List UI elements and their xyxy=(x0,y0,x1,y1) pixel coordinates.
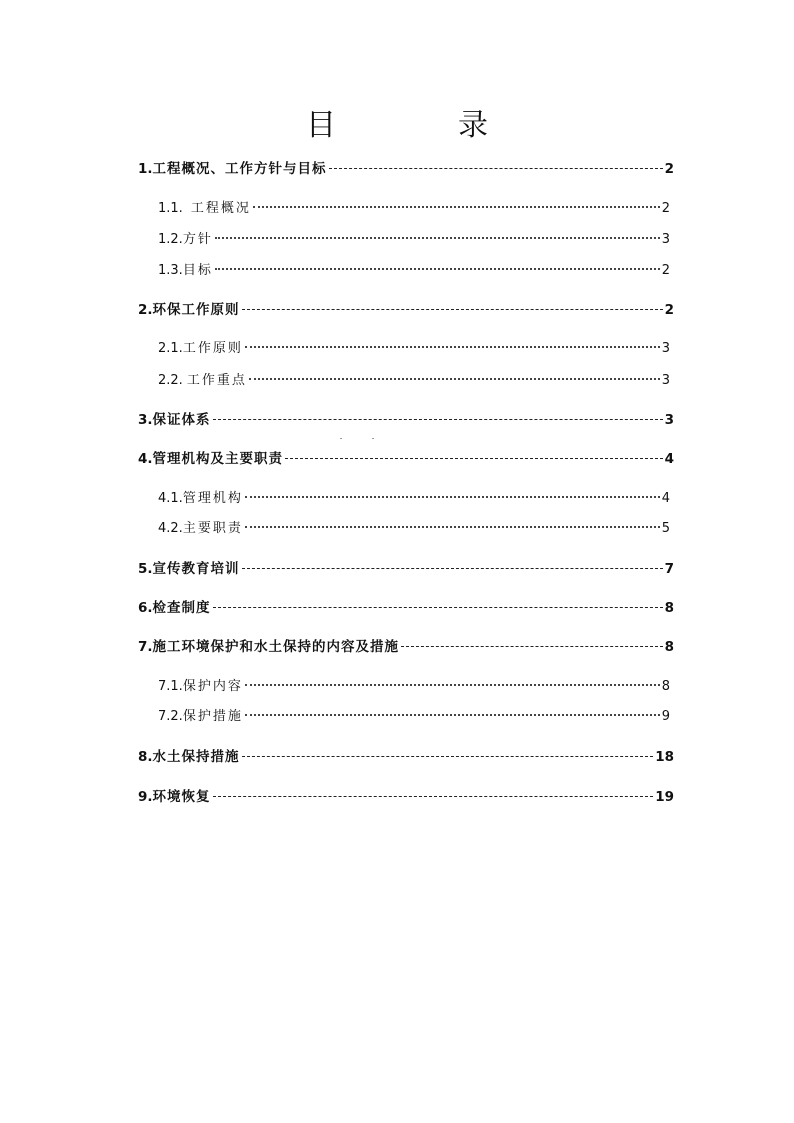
dot-leader xyxy=(245,714,660,716)
toc-entry-title: 检查制度 xyxy=(152,600,211,616)
toc-entry[interactable] xyxy=(138,636,674,658)
toc-entry-title: 水土保持措施 xyxy=(152,749,240,765)
dot-leader xyxy=(245,684,660,686)
toc-entry-page: 3 xyxy=(661,373,670,388)
toc-entry-page: 4 xyxy=(661,491,670,506)
dot-leader xyxy=(245,346,660,348)
toc-entry-page: 4 xyxy=(664,451,674,467)
toc-entry-number: 4. xyxy=(138,451,153,467)
toc-entry-title: 管理机构 xyxy=(182,491,243,506)
dot-leader xyxy=(215,237,660,239)
toc-entry-page: 2 xyxy=(664,161,674,177)
dot-leader xyxy=(245,496,660,498)
toc-entry-title: 宣传教育培训 xyxy=(152,561,240,577)
dot-leader xyxy=(242,568,663,569)
toc-entry-title: 施工环境保护和水土保持的内容及措施 xyxy=(152,639,400,655)
toc-entry-title: 方针 xyxy=(182,232,213,247)
toc-entry-page: 5 xyxy=(661,521,670,536)
toc-entry-number: 3. xyxy=(138,412,153,428)
dot-leader xyxy=(213,419,663,420)
toc-entry-page: 18 xyxy=(655,749,674,765)
toc-entry-number: 7.2. xyxy=(158,709,183,724)
toc-entry-page: 2 xyxy=(664,302,674,318)
toc-entry-page: 19 xyxy=(655,789,674,805)
toc-entry-page: 3 xyxy=(661,232,670,247)
dot-leader xyxy=(242,756,654,757)
toc-entry-title: 目标 xyxy=(182,263,213,278)
toc-entry-page: 9 xyxy=(661,709,670,724)
toc-entry-number: 1. xyxy=(138,161,153,177)
toc-entry[interactable] xyxy=(138,746,674,768)
toc-subentry[interactable] xyxy=(158,676,670,698)
toc-subentry[interactable] xyxy=(158,229,670,251)
toc-entry-number: 1.2. xyxy=(158,232,183,247)
toc-entry-title: 工程概况 xyxy=(190,201,251,216)
toc-entry-title: 工程概况、工作方针与目标 xyxy=(152,161,327,177)
toc-entry-page: 2 xyxy=(661,263,670,278)
dot-leader xyxy=(285,458,663,459)
toc-entry-page: 3 xyxy=(661,341,670,356)
toc-entry-number: 7.1. xyxy=(158,679,183,694)
toc-entry-number: 9. xyxy=(138,789,153,805)
toc-subentry[interactable] xyxy=(158,488,670,510)
toc-entry-title: 工作重点 xyxy=(186,373,247,388)
toc-entry-number: 4.2. xyxy=(158,521,183,536)
toc-entry-number: 8. xyxy=(138,749,153,765)
toc-subentry[interactable] xyxy=(158,260,670,282)
toc-entry-number: 7. xyxy=(138,639,153,655)
toc-entry[interactable] xyxy=(138,158,674,180)
dot-leader xyxy=(249,378,660,380)
toc-subentry[interactable] xyxy=(158,706,670,728)
toc-entry-number: 1.1. xyxy=(158,201,183,216)
toc-entry-title: 环保工作原则 xyxy=(152,302,240,318)
scan-specks xyxy=(340,438,380,440)
toc-entry[interactable] xyxy=(138,597,674,619)
toc-entry-number: 6. xyxy=(138,600,153,616)
toc-entry-number: 2.1. xyxy=(158,341,183,356)
dot-leader xyxy=(401,646,663,647)
toc-entry[interactable] xyxy=(138,786,674,808)
toc-entry-page: 7 xyxy=(664,561,674,577)
toc-subentry[interactable] xyxy=(158,370,670,392)
toc-entry[interactable] xyxy=(138,558,674,580)
toc-entry-page: 8 xyxy=(661,679,670,694)
dot-leader xyxy=(329,168,663,169)
dot-leader xyxy=(253,206,660,208)
toc-entry[interactable] xyxy=(138,299,674,321)
toc-entry[interactable] xyxy=(138,409,674,431)
dot-leader xyxy=(213,796,654,797)
toc-entry-number: 2.2. xyxy=(158,373,183,388)
page-title: 目 录 xyxy=(306,108,534,143)
toc-subentry[interactable] xyxy=(158,198,670,220)
toc-entry-title: 保证体系 xyxy=(152,412,211,428)
toc-entry-title: 工作原则 xyxy=(182,341,243,356)
toc-entry-title: 主要职责 xyxy=(182,521,243,536)
toc-entry-number: 4.1. xyxy=(158,491,183,506)
toc-entry-title: 环境恢复 xyxy=(152,789,211,805)
toc-entry-page: 3 xyxy=(664,412,674,428)
toc-entry-page: 8 xyxy=(664,639,674,655)
toc-entry-page: 8 xyxy=(664,600,674,616)
dot-leader xyxy=(213,607,663,608)
dot-leader xyxy=(215,268,660,270)
toc-entry-title: 保护内容 xyxy=(182,679,243,694)
toc-subentry[interactable] xyxy=(158,518,670,540)
toc-entry[interactable] xyxy=(138,448,674,470)
toc-entry-title: 保护措施 xyxy=(182,709,243,724)
dot-leader xyxy=(242,309,663,310)
toc-entry-title: 管理机构及主要职责 xyxy=(152,451,284,467)
toc-entry-number: 2. xyxy=(138,302,153,318)
toc-subentry[interactable] xyxy=(158,338,670,360)
toc-entry-page: 2 xyxy=(661,201,670,216)
toc-entry-number: 5. xyxy=(138,561,153,577)
dot-leader xyxy=(245,526,660,528)
toc-entry-number: 1.3. xyxy=(158,263,183,278)
